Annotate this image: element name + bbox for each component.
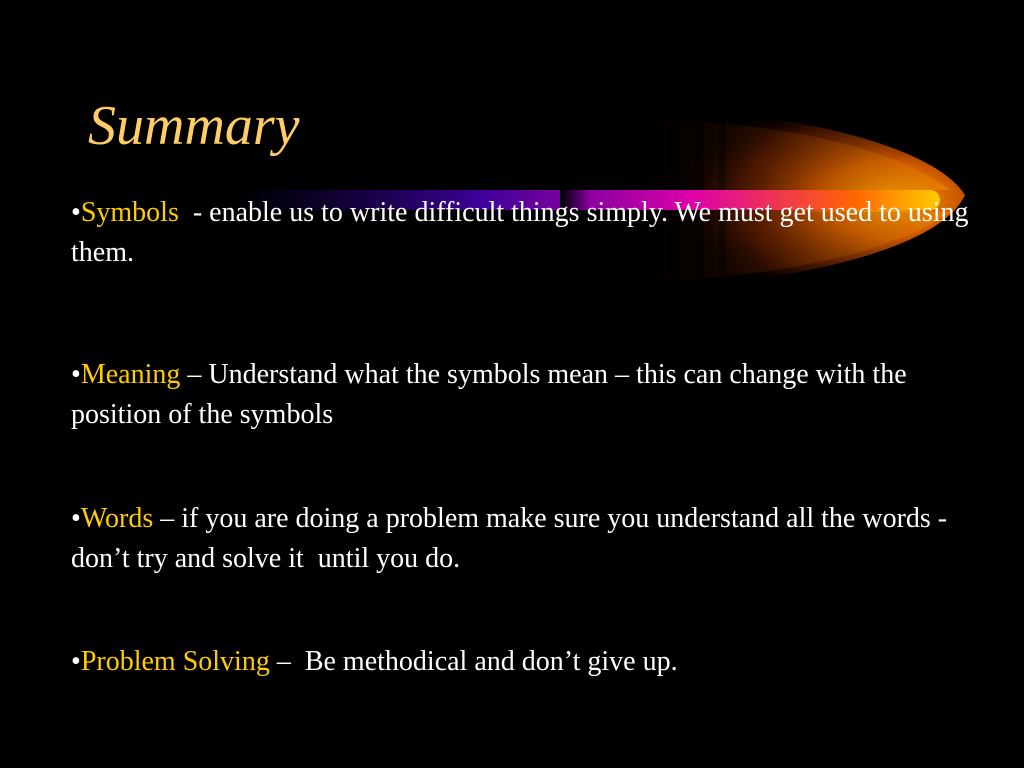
bullet-text: – Understand what the symbols mean – this can change with the position of the symbols	[71, 359, 914, 430]
bullet-meaning	[71, 355, 981, 435]
slide-title: Summary	[88, 95, 300, 157]
bullet-term: Symbols	[80, 197, 179, 228]
bullet-marker: •	[71, 503, 81, 534]
bullet-symbols	[71, 193, 981, 273]
bullet-text: – Be methodical and don’t give up.	[269, 646, 678, 677]
bullet-marker: •	[71, 359, 81, 390]
bullet-marker: •	[71, 197, 81, 228]
bullet-marker: •	[71, 646, 81, 677]
bullet-term: Meaning	[80, 359, 181, 390]
bullet-problem-solving	[71, 642, 981, 682]
bullet-words	[71, 499, 981, 579]
bullet-term: Problem Solving	[80, 646, 270, 677]
bullet-text: – if you are doing a problem make sure you understand all the words - don’t try and solve it until you do.	[71, 503, 955, 574]
bullet-term: Words	[80, 503, 154, 534]
bullet-text: - enable us to write difficult things simply. We must get used to using them.	[71, 197, 976, 268]
